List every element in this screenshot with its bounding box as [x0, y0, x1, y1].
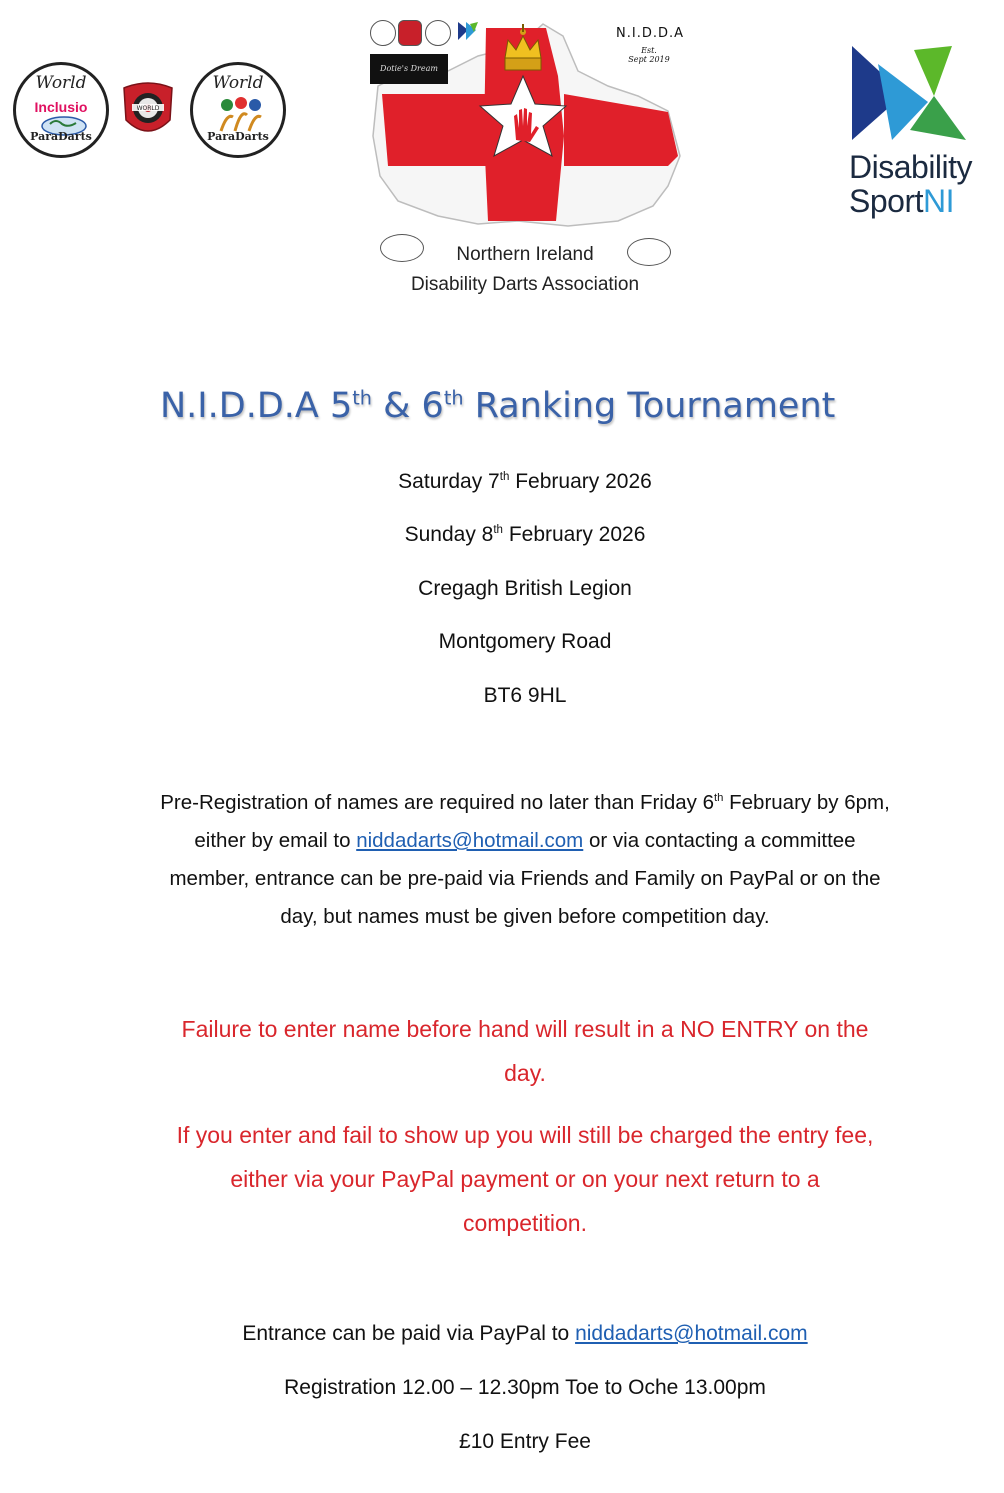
- disability-sport-ni-wordmark: [849, 150, 972, 218]
- warning2-line3: competition.: [462, 1210, 587, 1236]
- people-figures-icon: [215, 95, 267, 135]
- day2-month: February 2026: [502, 523, 646, 546]
- reg-line1-b: February by 6pm,: [723, 791, 890, 814]
- registration-line3: member, entrance can be pre-paid via Friends and Family on PayPal or on the: [169, 867, 881, 890]
- world-inclusion-paradarts-logo: [13, 62, 109, 158]
- dottie-dream-badge: Dotie's Dream: [370, 54, 448, 84]
- event-date-saturday: [0, 470, 1004, 494]
- event-postcode: BT6 9HL: [483, 684, 567, 707]
- tournament-title: [160, 386, 835, 426]
- logo-bottom-text: ParaDarts: [207, 130, 269, 143]
- logo-bottom-text: ParaDarts: [30, 130, 92, 143]
- dsni-line2: [849, 184, 972, 218]
- paypal-text: Entrance can be paid via PayPal to: [242, 1322, 576, 1345]
- nidda-est-line1: Est.: [641, 46, 657, 55]
- day1-sup: th: [499, 471, 510, 483]
- event-venue: Cregagh British Legion: [418, 577, 632, 600]
- event-date-sunday: [0, 523, 1004, 547]
- mini-dart-badge: [398, 20, 422, 46]
- registration-paragraph: [0, 784, 1004, 936]
- paypal-email-link[interactable]: niddadarts@hotmail.com: [575, 1322, 808, 1345]
- day2-text: Sunday 8: [404, 523, 494, 546]
- day1-month: February 2026: [509, 470, 652, 493]
- dsni-ni: NI: [922, 183, 954, 219]
- warning2-line2: either via your PayPal payment or on your next return to a: [230, 1166, 820, 1192]
- title-part2: & 6: [372, 386, 444, 426]
- mini-world-logo: [370, 20, 396, 46]
- reg-line1-a: Pre-Registration of names are required no later than Friday 6: [160, 791, 715, 814]
- reg-line2-b: or via contacting a committee: [583, 829, 856, 852]
- nidda-est: [616, 46, 682, 64]
- mini-paradarts-logo: [425, 20, 451, 46]
- registration-line2: [0, 822, 1004, 860]
- warning2-line1: If you enter and fail to show up you will still be charged the entry fee,: [176, 1122, 874, 1148]
- title-part1: N.I.D.D.A 5: [160, 386, 353, 426]
- reg-line1-sup: th: [714, 792, 724, 805]
- no-show-fee-warning: [0, 1113, 1004, 1245]
- logo-middle-text: Inclusio: [34, 99, 88, 115]
- title-sup1: th: [352, 386, 372, 410]
- world-paradarts-logo: [190, 62, 286, 158]
- no-entry-warning: [0, 1007, 1004, 1095]
- association-name: [360, 240, 690, 300]
- title-sup2: th: [443, 386, 464, 410]
- mini-dsni-logo-icon: [456, 20, 478, 42]
- association-name-line1: Northern Ireland: [456, 244, 594, 265]
- registration-line1: [0, 784, 1004, 822]
- dsni-line1: Disability: [849, 149, 973, 185]
- reg-line2-a: either by email to: [194, 829, 357, 852]
- association-name-line2: Disability Darts Association: [410, 274, 640, 295]
- warning1-line2: day.: [504, 1060, 546, 1086]
- title-part3: Ranking Tournament: [463, 386, 836, 426]
- entry-fee: £10 Entry Fee: [459, 1430, 591, 1453]
- badge-label: WORLD: [136, 105, 160, 112]
- logo-top-text: World: [212, 73, 264, 93]
- day2-sup: th: [493, 524, 503, 536]
- nidda-flag-logo: [368, 16, 686, 231]
- registration-email-link[interactable]: niddadarts@hotmail.com: [356, 829, 584, 852]
- event-street: Montgomery Road: [438, 630, 612, 653]
- warning1-line1: Failure to enter name before hand will result in a NO ENTRY on the: [181, 1016, 869, 1042]
- dsni-sport: Sport: [849, 183, 923, 219]
- registration-times: Registration 12.00 – 12.30pm Toe to Oche 13.00pm: [284, 1376, 766, 1399]
- nidda-label: N.I.D.D.A: [616, 26, 685, 41]
- dart-association-badge-icon: [118, 80, 178, 142]
- nidda-est-line2: Sept 2019: [628, 55, 670, 64]
- registration-line4: day, but names must be given before competition day.: [280, 905, 770, 928]
- disability-sport-ni-logo-icon: [848, 44, 968, 144]
- day1-text: Saturday 7: [398, 470, 500, 493]
- paypal-payment-line: [0, 1322, 1004, 1346]
- logo-top-text: World: [35, 73, 87, 93]
